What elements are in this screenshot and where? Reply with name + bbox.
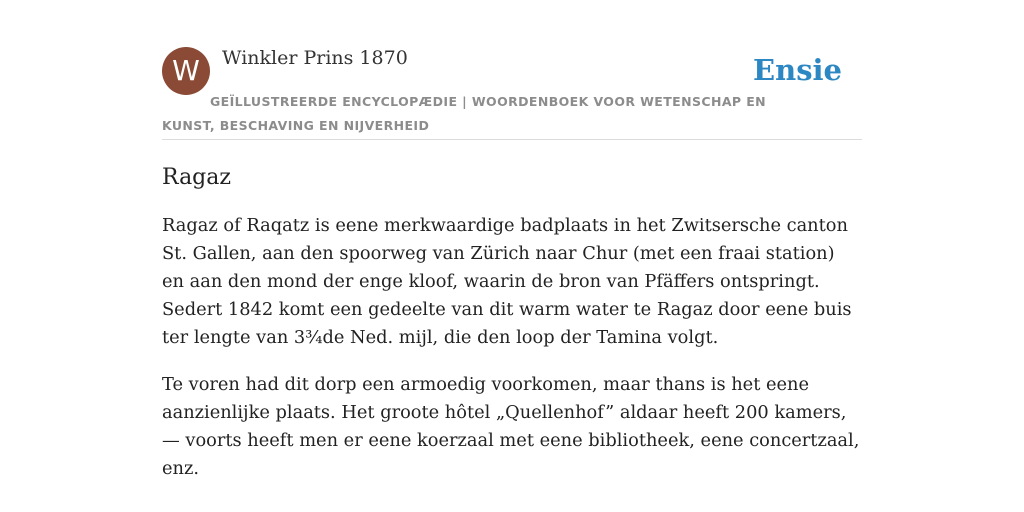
entry-paragraph: Te voren had dit dorp een armoedig voorkomen, maar thans is het eene aanzienlijke plaats. Het groote hôtel „Quellenhof” aldaar heeft 200 kamers, — voorts heeft men er eene koerzaal met eene bibliotheek, eene concertzaal, enz. (162, 374, 860, 479)
entry-content (162, 162, 862, 502)
ensie-logo[interactable]: Ensie (753, 53, 842, 87)
entry-paragraph: Ragaz of Raqatz is eene merkwaardige badplaats in het Zwitsersche canton St. Gallen, aan den spoorweg van Zürich naar Chur (met een fraai station) en aan den mond der enge kloof, waarin de bron van Pfäffers ontspringt. Sedert 1842 komt een gedeelte van dit warm water te Ragaz door eene buis ter lengte van 3¾de Ned. mijl, die den loop der Tamina volgt. (162, 215, 852, 348)
source-title[interactable]: Winkler Prins 1870 (222, 47, 408, 69)
source-header (162, 46, 862, 140)
source-avatar: W (162, 47, 210, 95)
entry-title: Ragaz (162, 165, 231, 190)
source-subtitle: GEÏLLUSTREERDE ENCYCLOPÆDIE | WOORDENBOEK VOOR WETENSCHAP EN KUNST, BESCHAVING EN NIJVERHEID (162, 94, 767, 133)
